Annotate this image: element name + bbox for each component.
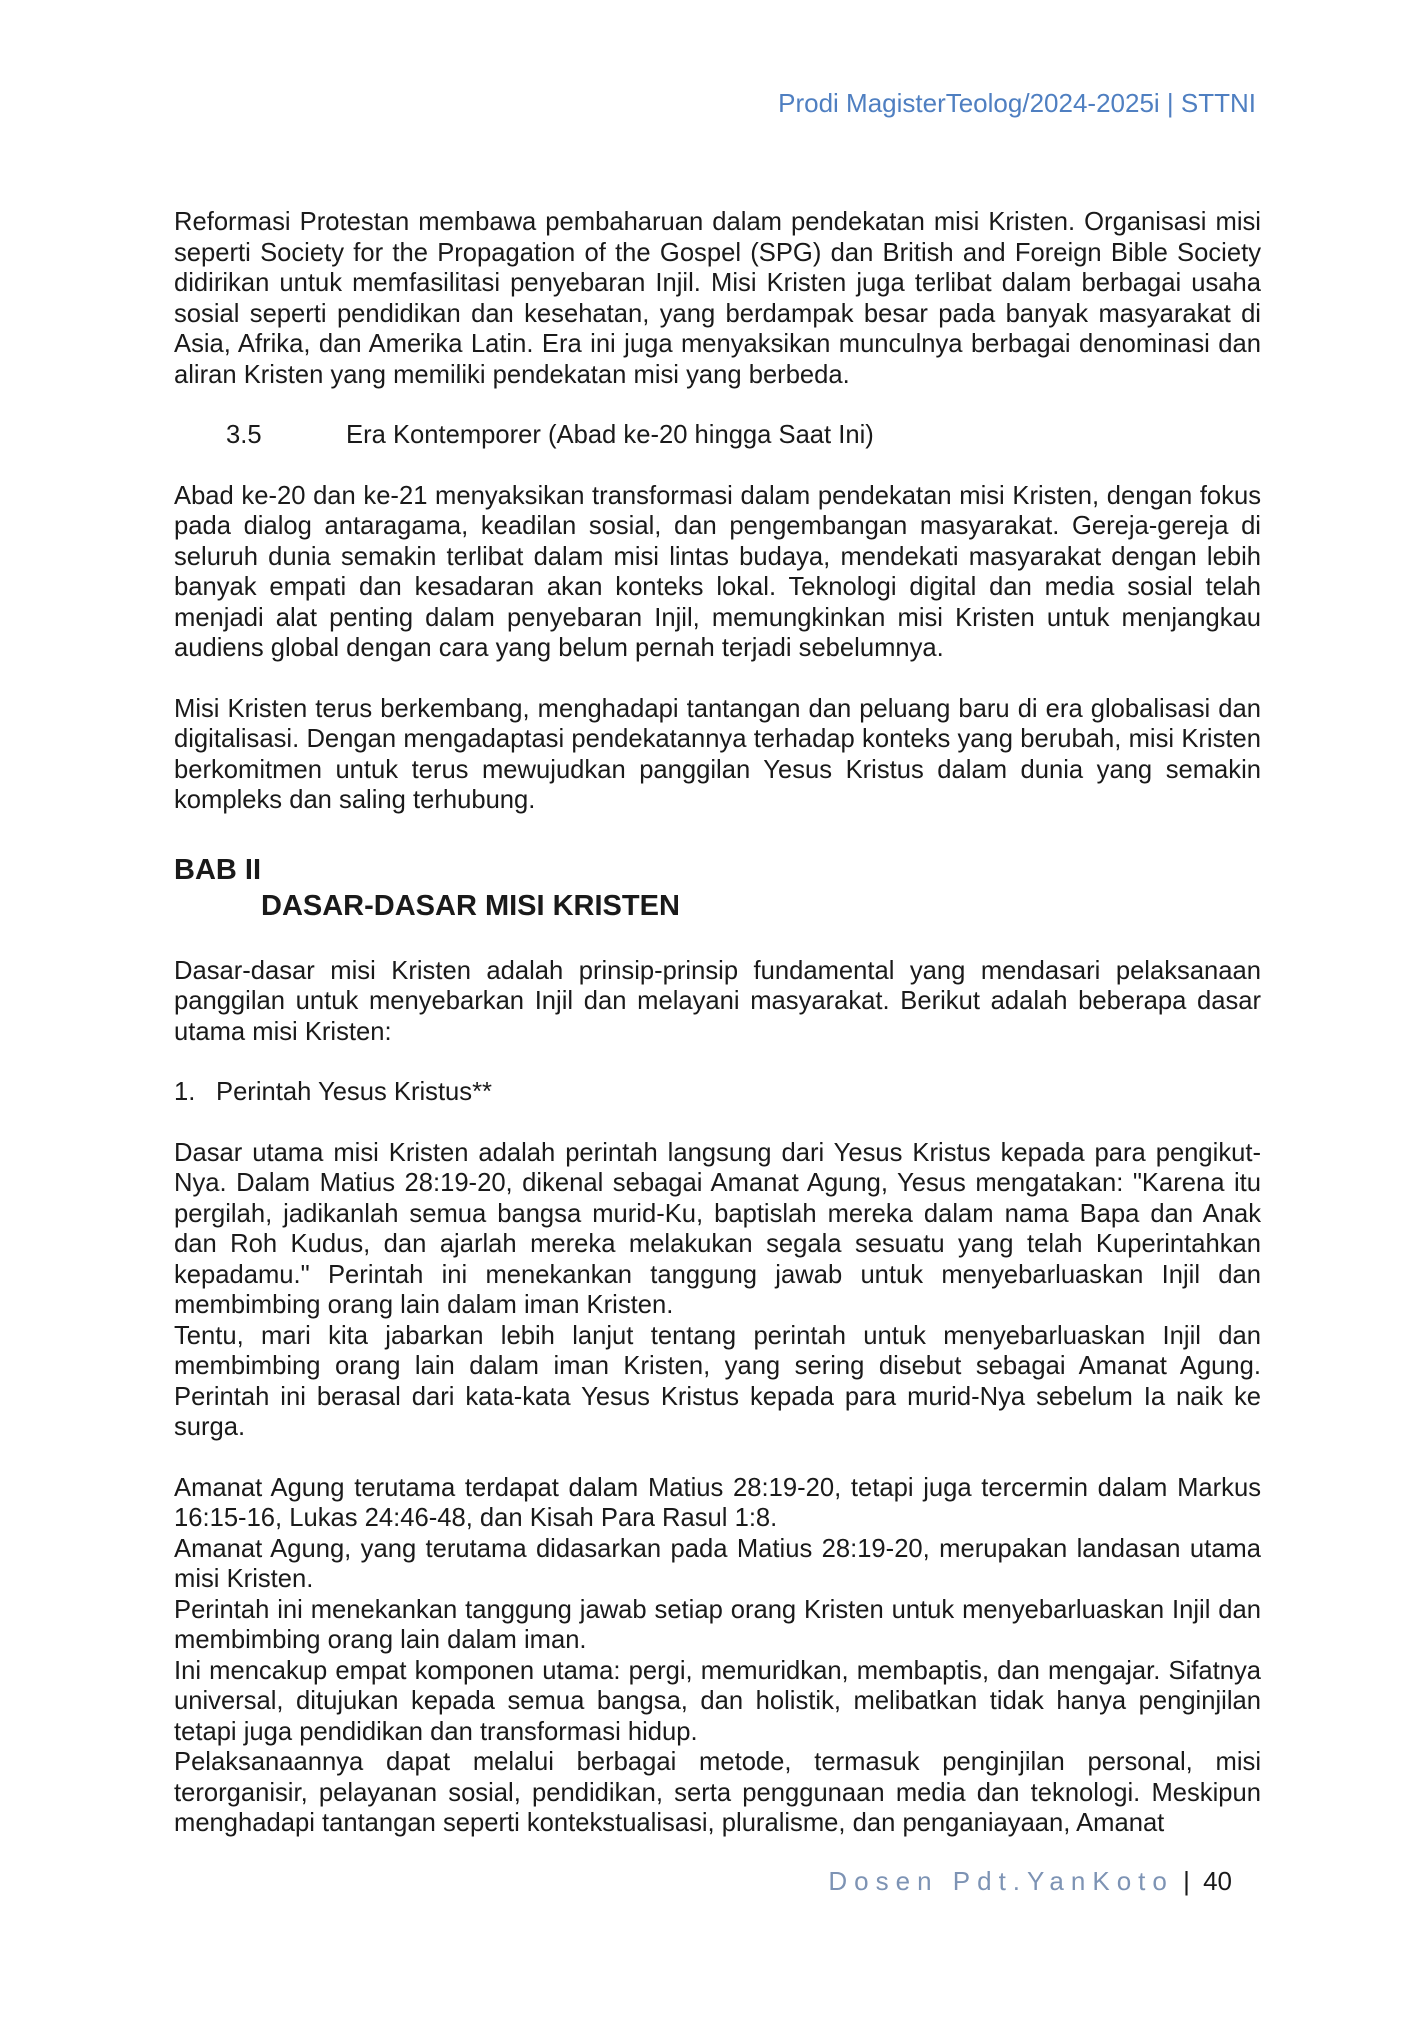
paragraph: Amanat Agung, yang terutama didasarkan pada Matius 28:19-20, merupakan landasan utama misi Kristen. (174, 1534, 1261, 1593)
subsection-title: Era Kontemporer (Abad ke-20 hingga Saat Ini) (346, 421, 874, 449)
paragraph: Tentu, mari kita jabarkan lebih lanjut tentang perintah untuk menyebarluaskan Injil dan membimbing orang lain dalam iman Kristen, yang sering disebut sebagai Amanat Agung. Perintah ini berasal dari kata-kata Yesus Kristus kepada para murid-Nya sebelum Ia naik ke surga. (174, 1321, 1261, 1441)
list-item-heading (174, 1077, 1261, 1108)
paragraph: Pelaksanaannya dapat melalui berbagai metode, termasuk penginjilan personal, misi terorganisir, pelayanan sosial, pendidikan, serta penggunaan media dan teknologi. Meskipun menghadapi tantangan seperti kontekstualisasi, pluralisme, dan penganiayaan, Amanat (174, 1748, 1261, 1837)
page-footer (828, 1866, 1232, 1897)
paragraph: Abad ke-20 dan ke-21 menyaksikan transformasi dalam pendekatan misi Kristen, dengan fokus pada dialog antaragama, keadilan sosial, dan pengembangan masyarakat. Gereja-gereja di seluruh dunia semakin terlibat dalam misi lintas budaya, mendekati masyarakat dengan lebih banyak empati dan kesadaran akan konteks lokal. Teknologi digital dan media sosial telah menjadi alat penting dalam penyebaran Injil, memungkinkan misi Kristen untuk menjangkau audiens global dengan cara yang belum pernah terjadi sebelumnya. (174, 481, 1261, 662)
paragraph: Misi Kristen terus berkembang, menghadapi tantangan dan peluang baru di era globalisasi dan digitalisasi. Dengan mengadaptasi pendekatannya terhadap konteks yang berubah, misi Kristen berkomitmen untuk terus mewujudkan panggilan Yesus Kristus dalam dunia yang semakin kompleks dan saling terhubung. (174, 694, 1261, 814)
list-item-number: 1. (174, 1078, 196, 1106)
chapter-title: DASAR-DASAR MISI KRISTEN (261, 889, 680, 922)
page-number: 40 (1203, 1866, 1232, 1896)
subsection-heading (174, 420, 1261, 451)
page-header: Prodi MagisterTeolog/2024-2025i | STTNI (778, 88, 1256, 118)
list-item-title: Perintah Yesus Kristus** (216, 1078, 493, 1106)
paragraph: Dasar-dasar misi Kristen adalah prinsip-prinsip fundamental yang mendasari pelaksanaan panggilan untuk menyebarkan Injil dan melayani masyarakat. Berikut adalah beberapa dasar utama misi Kristen: (174, 956, 1261, 1046)
paragraph: Reformasi Protestan membawa pembaharuan dalam pendekatan misi Kristen. Organisasi misi seperti Society for the Propagation of the Gospel (SPG) dan British and Foreign Bible Society didirikan untuk memfasilitasi penyebaran Injil. Misi Kristen juga terlibat dalam berbagai usaha sosial seperti pendidikan dan kesehatan, yang berdampak besar pada banyak masyarakat di Asia, Afrika, dan Amerika Latin. Era ini juga menyaksikan munculnya berbagai denominasi dan aliran Kristen yang memiliki pendekatan misi yang berbeda. (174, 208, 1261, 389)
footer-separator: | (1183, 1866, 1190, 1896)
footer-author: Dosen Pdt.YanKoto (828, 1866, 1174, 1896)
page-body (174, 207, 1261, 1839)
paragraph: Perintah ini menekankan tanggung jawab setiap orang Kristen untuk menyebarluaskan Injil dan membimbing orang lain dalam iman. (174, 1595, 1261, 1654)
paragraph: Amanat Agung terutama terdapat dalam Matius 28:19-20, tetapi juga tercermin dalam Markus 16:15-16, Lukas 24:46-48, dan Kisah Para Rasul 1:8. (174, 1473, 1261, 1532)
paragraph: Dasar utama misi Kristen adalah perintah langsung dari Yesus Kristus kepada para pengikut-Nya. Dalam Matius 28:19-20, dikenal sebagai Amanat Agung, Yesus mengatakan: "Karena itu pergilah, jadikanlah semua bangsa murid-Ku, baptislah mereka dalam nama Bapa dan Anak dan Roh Kudus, dan ajarlah mereka melakukan segala sesuatu yang telah Kuperintahkan kepadamu." Perintah ini menekankan tanggung jawab untuk menyebarluaskan Injil dan membimbing orang lain dalam iman Kristen. (174, 1138, 1261, 1319)
chapter-label: BAB II (174, 853, 261, 886)
subsection-number: 3.5 (226, 421, 262, 449)
paragraph: Ini mencakup empat komponen utama: pergi, memuridkan, membaptis, dan mengajar. Sifatnya universal, ditujukan kepada semua bangsa, dan holistik, melibatkan tidak hanya penginjilan tetapi juga pendidikan dan transformasi hidup. (174, 1656, 1261, 1746)
